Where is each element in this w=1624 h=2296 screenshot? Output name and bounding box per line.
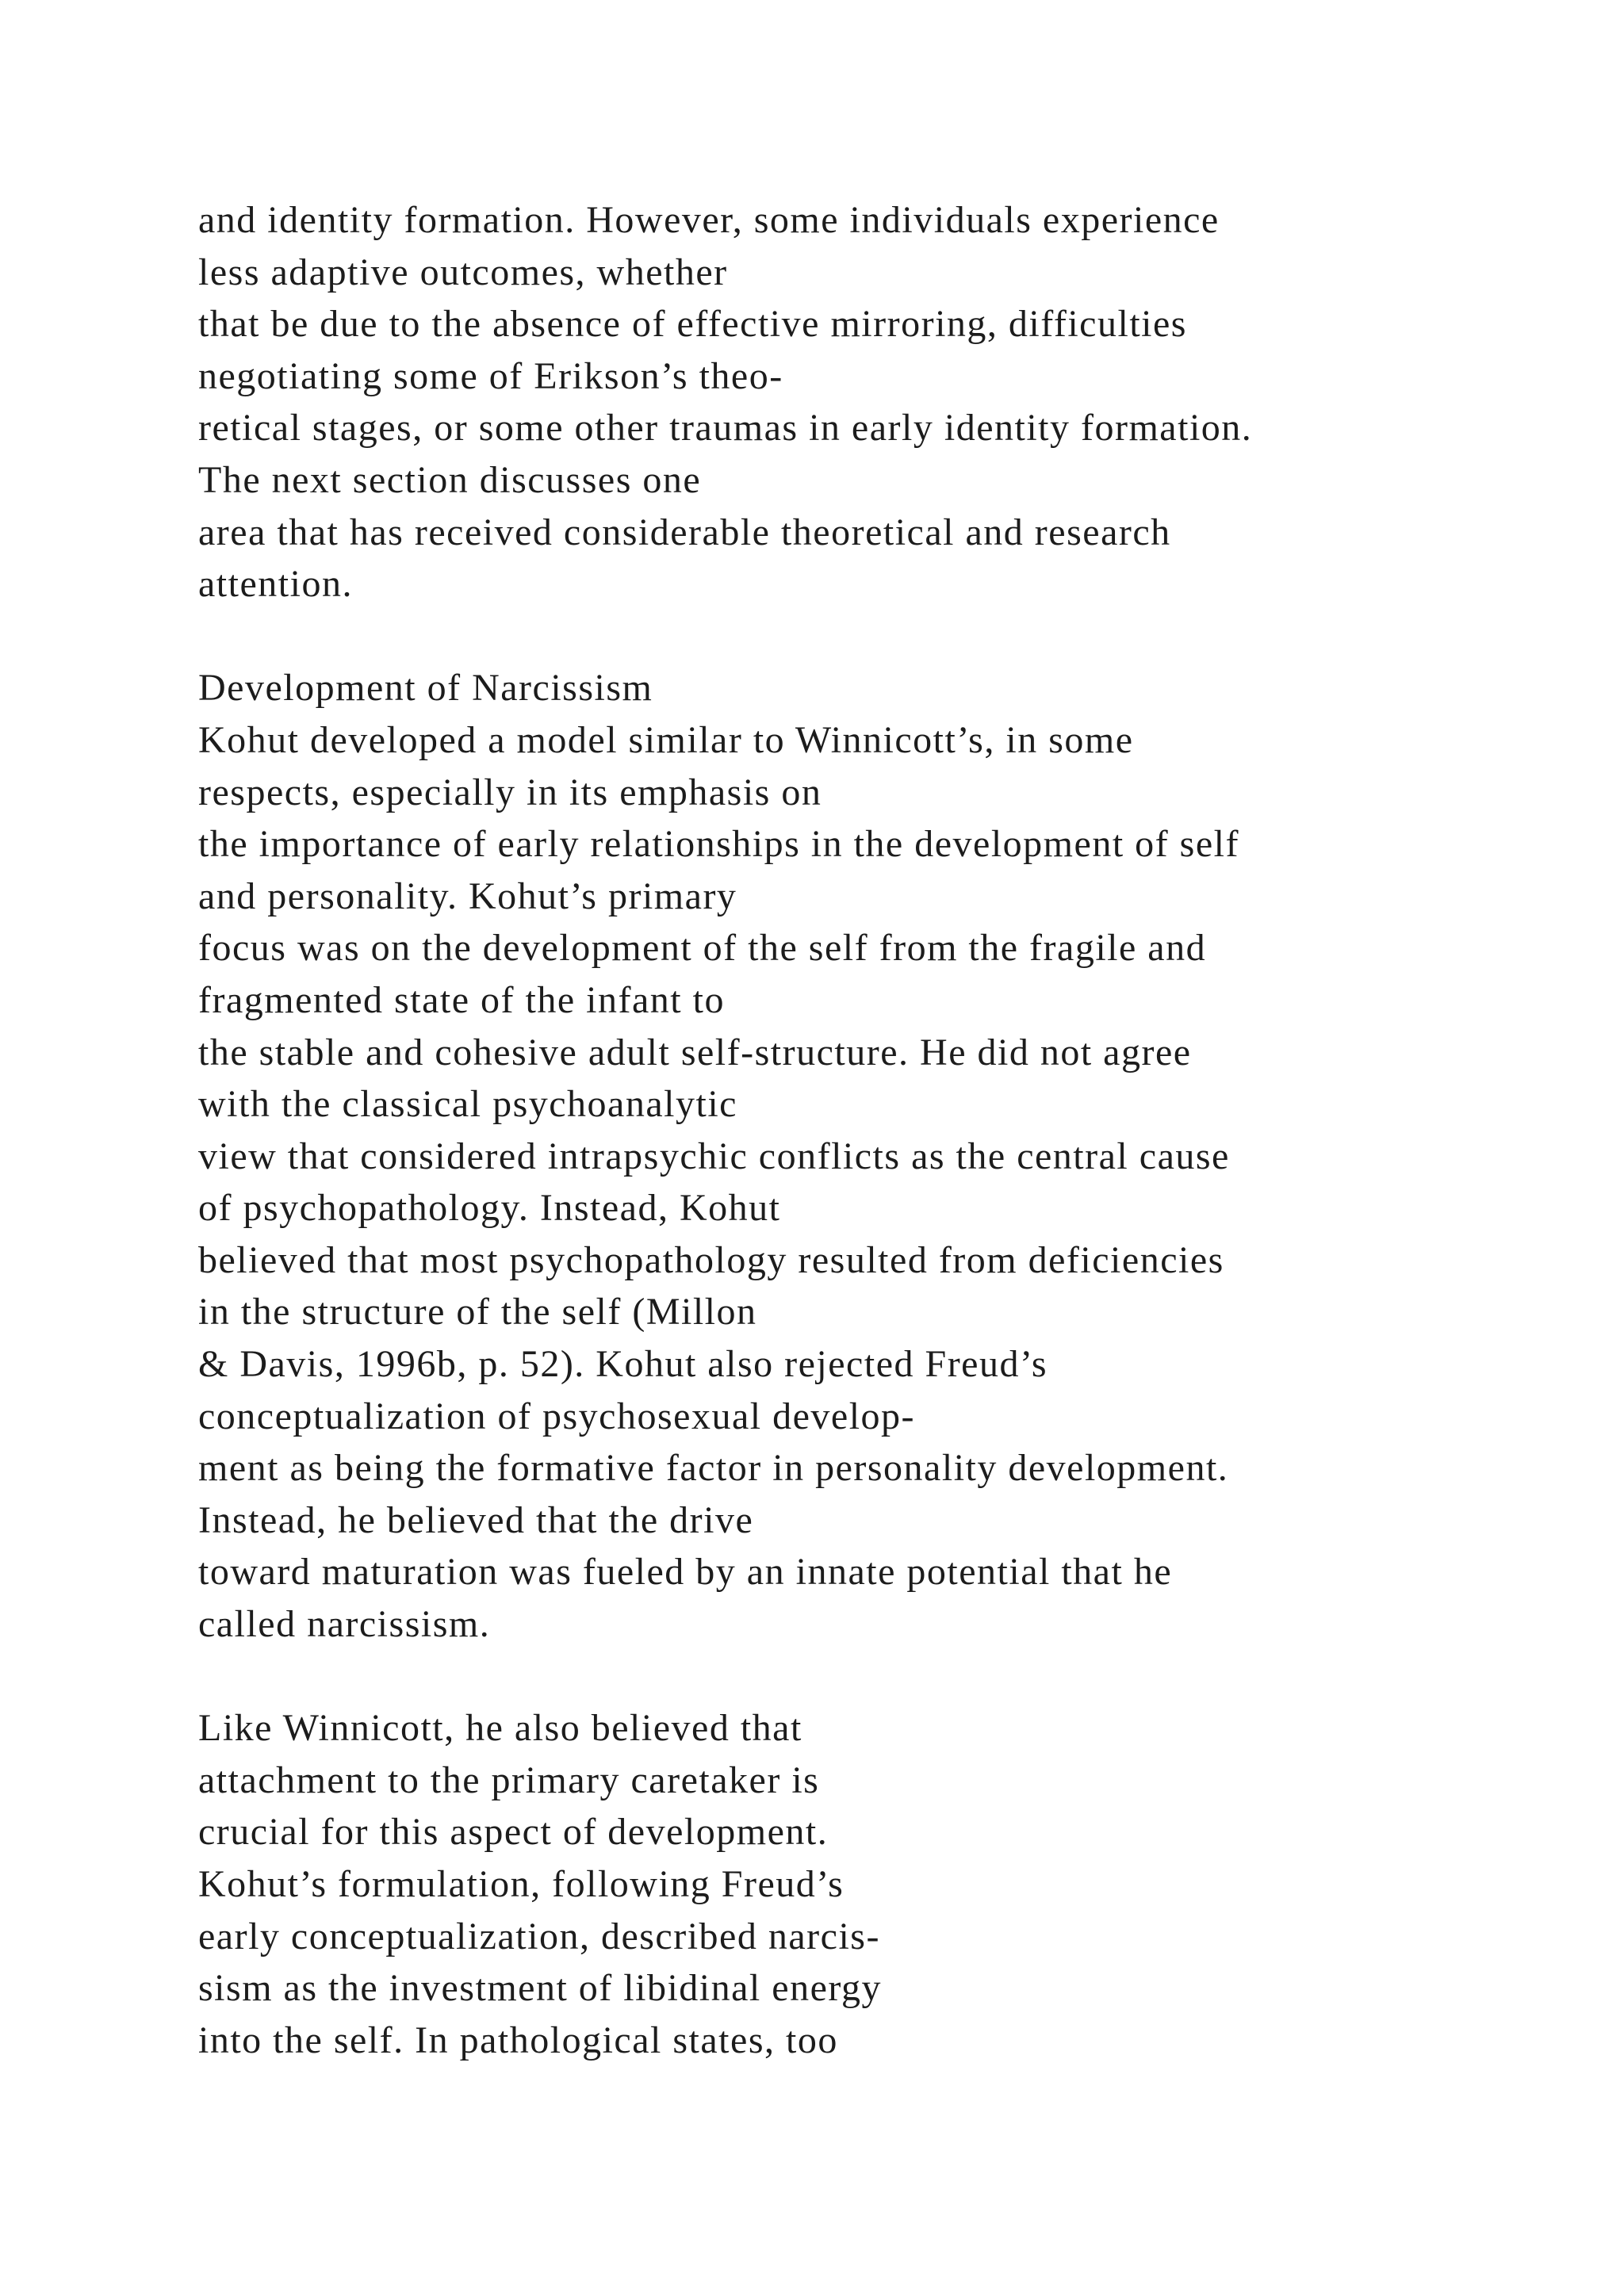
text-line: Instead, he believed that the drive — [198, 1498, 754, 1541]
text-line: and personality. Kohut’s primary — [198, 874, 737, 917]
text-line: Like Winnicott, he also believed that — [198, 1707, 802, 1750]
text-line: into the self. In pathological states, too — [198, 2019, 838, 2061]
text-line: the importance of early relationships in the development of self — [198, 823, 1239, 866]
text-line: early conceptualization, described narcis- — [198, 1915, 880, 1957]
section-heading: Development of Narcissism — [198, 667, 653, 710]
text-line: that be due to the absence of effective mirroring, difficulties — [198, 303, 1187, 346]
text-line: the stable and cohesive adult self-structure. He did not agree — [198, 1031, 1192, 1073]
text-line: & Davis, 1996b, p. 52). Kohut also rejected Freud’s — [198, 1343, 1048, 1386]
text-line: toward maturation was fueled by an innate potential that he — [198, 1551, 1173, 1594]
text-line: ment as being the formative factor in personality development. — [198, 1447, 1229, 1490]
text-line: crucial for this aspect of development. — [198, 1811, 829, 1854]
paragraph-spacer — [198, 610, 1594, 663]
text-line: called narcissism. — [198, 1603, 491, 1646]
paragraph-kohut-model — [198, 714, 1594, 1651]
text-line: area that has received considerable theoretical and research — [198, 511, 1171, 553]
document-text — [198, 194, 1594, 2066]
text-line: attention. — [198, 563, 353, 606]
text-line: fragmented state of the infant to — [198, 978, 725, 1021]
text-line: believed that most psychopathology resulted from deficiencies — [198, 1238, 1224, 1281]
text-line: of psychopathology. Instead, Kohut — [198, 1187, 781, 1230]
text-line: in the structure of the self (Millon — [198, 1291, 757, 1334]
text-line: Kohut’s formulation, following Freud’s — [198, 1863, 845, 1905]
text-line: Kohut developed a model similar to Winnicott’s, in some — [198, 718, 1134, 761]
text-line: The next section discusses one — [198, 458, 702, 501]
text-line: focus was on the development of the self from the fragile and — [198, 927, 1207, 970]
text-line: retical stages, or some other traumas in early identity formation. — [198, 407, 1253, 450]
paragraph-spacer — [198, 1651, 1594, 1703]
text-line: sism as the investment of libidinal energy — [198, 1967, 882, 2010]
text-line: with the classical psychoanalytic — [198, 1083, 737, 1126]
text-line: attachment to the primary caretaker is — [198, 1758, 820, 1801]
text-line: negotiating some of Erikson’s theo- — [198, 354, 783, 397]
text-line: view that considered intrapsychic conflicts as the central cause — [198, 1135, 1230, 1177]
text-line: and identity formation. However, some individuals experience — [198, 199, 1220, 241]
text-line: conceptualization of psychosexual develop- — [198, 1395, 916, 1437]
paragraph-attachment — [198, 1702, 1594, 2066]
paragraph-intro — [198, 194, 1594, 610]
text-line: respects, especially in its emphasis on — [198, 771, 822, 813]
text-line: less adaptive outcomes, whether — [198, 251, 728, 293]
